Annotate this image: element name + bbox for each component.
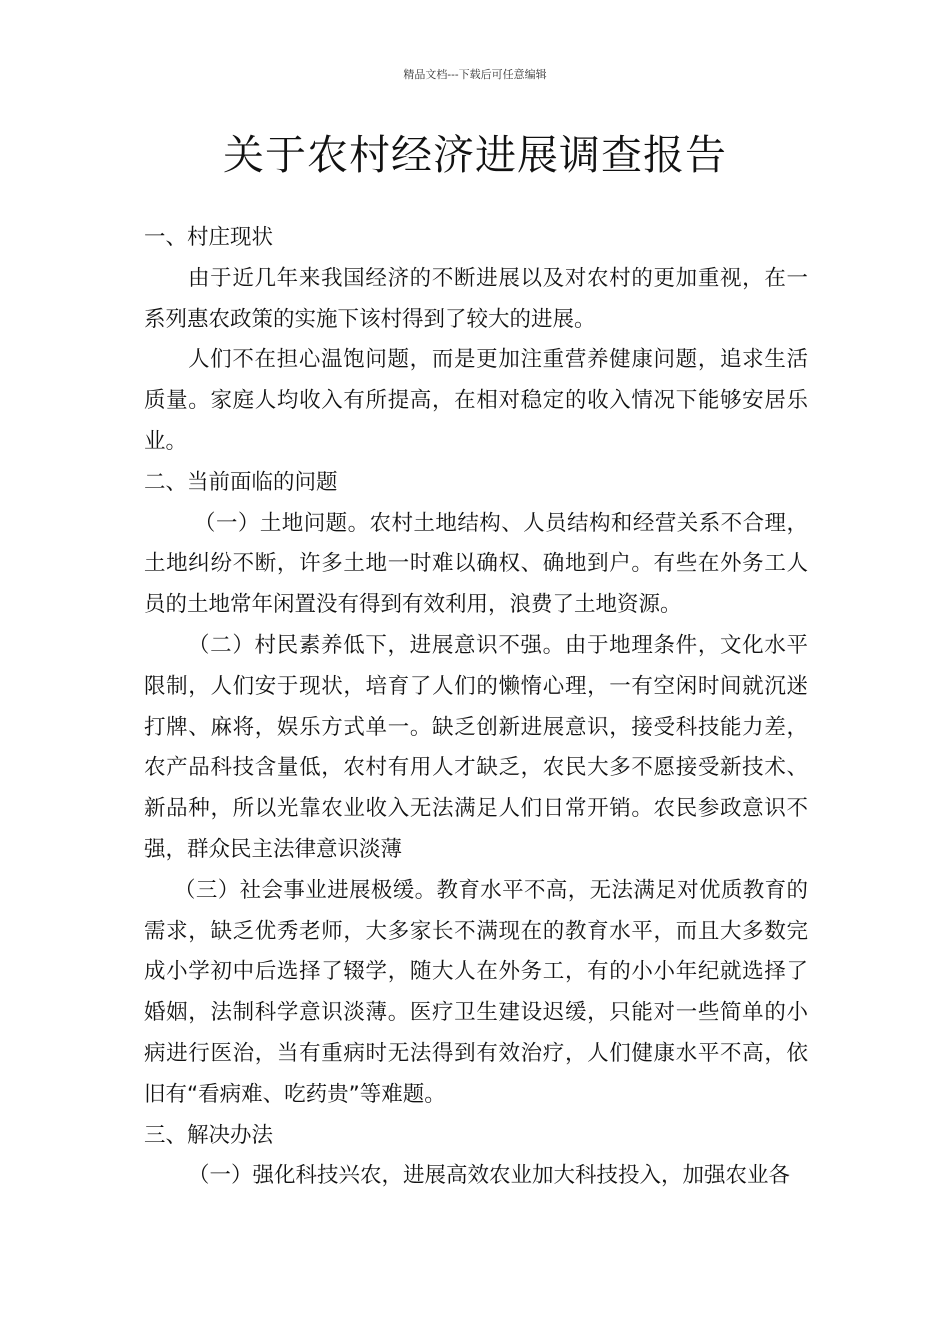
section-1-paragraph-2: 人们不在担心温饱问题，而是更加注重营养健康问题，追求生活质量。家庭人均收入有所提高，在相对稳定的收入情况下能够安居乐业。 (144, 347, 808, 454)
section-2-paragraph-3: （三）社会事业进展极缓。教育水平不高，无法满足对优质教育的需求，缺乏优秀老师，大多家长不满现在的教育水平，而且大多数完成小学初中后选择了辍学，随大人在外务工，有的小小年纪就选择了婚姻，法制科学意识淡薄。医疗卫生建设迟缓，只能对一些简单的小病进行医治，当有重病时无法得到有效治疗，人们健康水平不高，依旧有“看病难、吃药贵”等难题。 (144, 877, 808, 1107)
section-heading-3: 三、解决办法 (144, 1122, 274, 1148)
document-title: 关于农村经济进展调查报告 (223, 131, 727, 179)
header-note: 精品文档---下载后可任意编辑 (403, 68, 547, 81)
section-1-paragraph-1: 由于近几年来我国经济的不断进展以及对农村的更加重视，在一系列惠农政策的实施下该村得到了较大的进展。 (144, 265, 808, 332)
section-2-paragraph-2: （二）村民素养低下，进展意识不强。由于地理条件，文化水平限制，人们安于现状，培育了人们的懒惰心理，一有空闲时间就沉迷打牌、麻将，娱乐方式单一。缺乏创新进展意识，接受科技能力差，农产品科技含量低，农村有用人才缺乏，农民大多不愿接受新技术、新品种，所以光靠农业收入无法满足人们日常开销。农民参政意识不强，群众民主法律意识淡薄 (144, 632, 808, 862)
section-heading-1: 一、村庄现状 (144, 225, 274, 250)
section-2-paragraph-1: （一）土地问题。农村土地结构、人员结构和经营关系不合理，土地纠纷不断，许多土地一时难以确权、确地到户。有些在外务工人员的土地常年闲置没有得到有效利用，浪费了土地资源。 (144, 510, 808, 618)
document-body (144, 218, 808, 1197)
section-3-paragraph-1: （一）强化科技兴农，进展高效农业加大科技投入，加强农业各 (188, 1163, 791, 1189)
section-heading-2: 二、当前面临的问题 (144, 469, 338, 495)
